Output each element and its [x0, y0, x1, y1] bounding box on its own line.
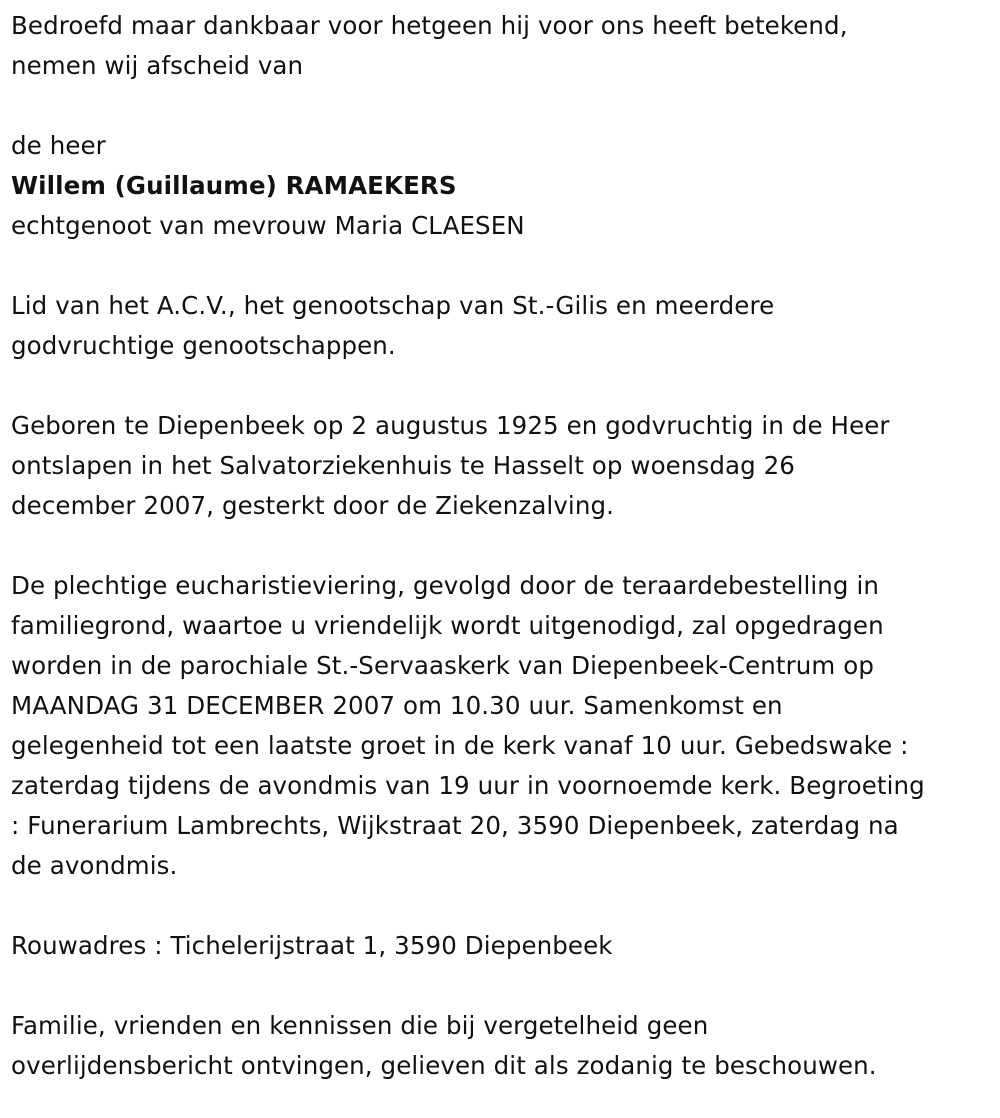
paragraph-gap [11, 886, 1000, 926]
intro-line: nemen wij afscheid van [11, 51, 304, 80]
deceased-name: Willem (Guillaume) RAMAEKERS [11, 171, 457, 200]
ceremony-paragraph [11, 566, 1000, 886]
closing-paragraph [11, 1006, 1000, 1086]
ceremony-line: De plechtige eucharistieviering, gevolgd door de teraardebestelling in [11, 571, 879, 600]
ceremony-line: gelegenheid tot een laatste groet in de kerk vanaf 10 uur. Gebedswake : [11, 731, 909, 760]
paragraph-gap [11, 246, 1000, 286]
birth-death-line: december 2007, gesterkt door de Ziekenzalving. [11, 491, 615, 520]
salutation: de heer [11, 131, 106, 160]
ceremony-line: : Funerarium Lambrechts, Wijkstraat 20, 3590 Diepenbeek, zaterdag na [11, 811, 899, 840]
paragraph-gap [11, 366, 1000, 406]
ceremony-line: worden in de parochiale St.-Servaaskerk van Diepenbeek-Centrum op [11, 651, 874, 680]
paragraph-gap [11, 526, 1000, 566]
birth-death-paragraph [11, 406, 1000, 526]
intro-line: Bedroefd maar dankbaar voor hetgeen hij voor ons heeft betekend, [11, 11, 848, 40]
mourning-address: Rouwadres : Tichelerijstraat 1, 3590 Diepenbeek [11, 931, 613, 960]
ceremony-line: familiegrond, waartoe u vriendelijk wordt uitgenodigd, zal opgedragen [11, 611, 884, 640]
birth-death-line: ontslapen in het Salvatorziekenhuis te Hasselt op woensdag 26 [11, 451, 795, 480]
ceremony-line: MAANDAG 31 DECEMBER 2007 om 10.30 uur. Samenkomst en [11, 691, 783, 720]
closing-line: Familie, vrienden en kennissen die bij vergetelheid geen [11, 1011, 709, 1040]
intro-paragraph [11, 6, 1000, 86]
birth-death-line: Geboren te Diepenbeek op 2 augustus 1925 en godvruchtig in de Heer [11, 411, 890, 440]
membership-line: godvruchtige genootschappen. [11, 331, 396, 360]
paragraph-gap [11, 86, 1000, 126]
membership-line: Lid van het A.C.V., het genootschap van St.-Gilis en meerdere [11, 291, 775, 320]
spouse-line: echtgenoot van mevrouw Maria CLAESEN [11, 211, 525, 240]
ceremony-line: de avondmis. [11, 851, 178, 880]
membership-paragraph [11, 286, 1000, 366]
ceremony-line: zaterdag tijdens de avondmis van 19 uur in voornoemde kerk. Begroeting [11, 771, 925, 800]
paragraph-gap [11, 966, 1000, 1006]
closing-line: overlijdensbericht ontvingen, gelieven dit als zodanig te beschouwen. [11, 1051, 877, 1080]
